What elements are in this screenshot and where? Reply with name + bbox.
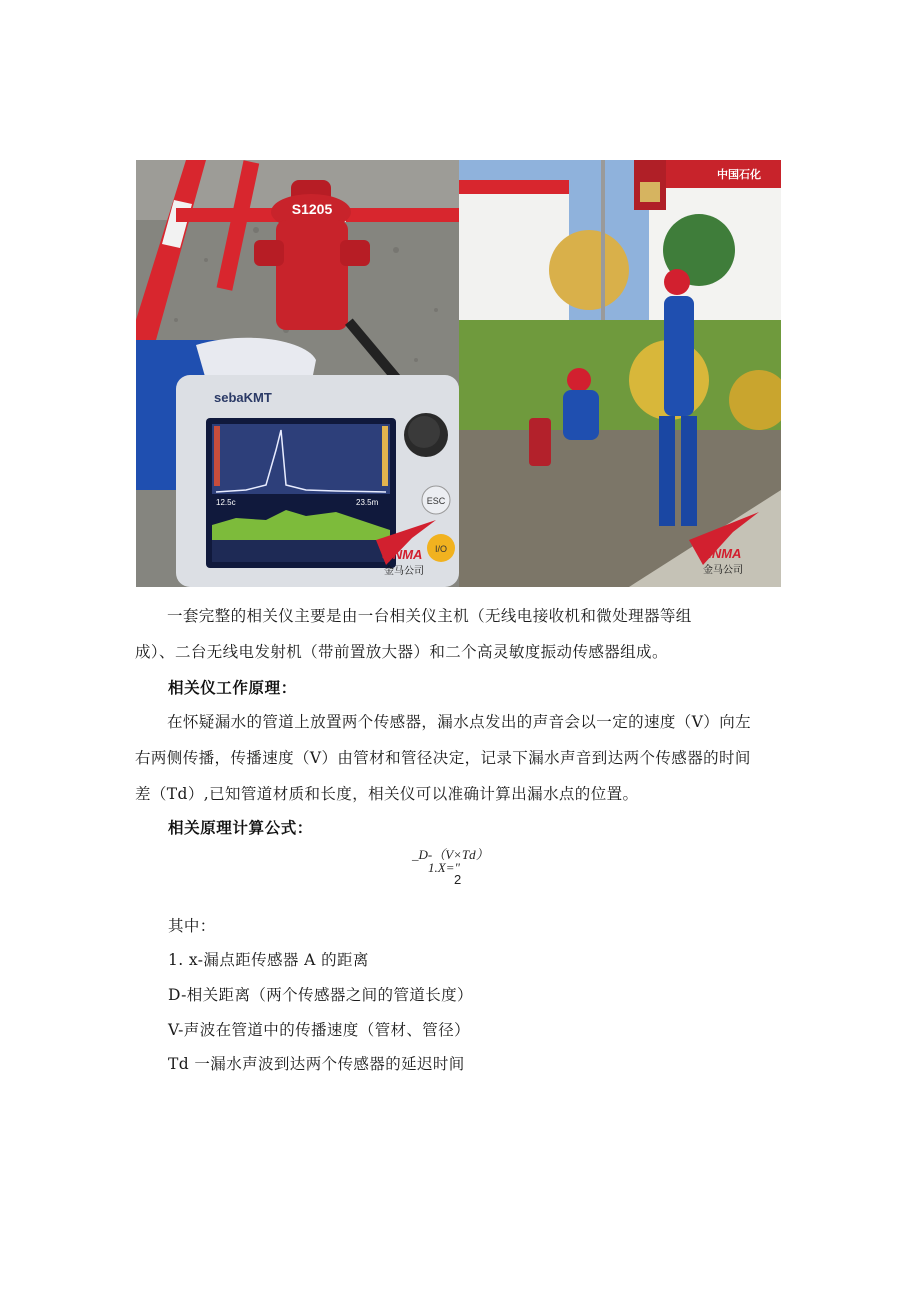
jinma-logo-caption-left: 金马公司: [384, 566, 424, 577]
definition-v: V-声波在管道中的传播速度（管材、管径）: [168, 1021, 471, 1039]
hydrant-tag: S1205: [291, 201, 333, 217]
jinma-logo-caption-right: 金马公司: [703, 565, 743, 576]
photo-collage: [136, 160, 781, 587]
where-label: 其中：: [168, 917, 216, 935]
formula-lhs: 1.X=": [428, 860, 460, 875]
jinma-logo-word-right: JINMA: [701, 546, 742, 561]
esc-key: ESC: [426, 496, 446, 506]
hydrant-device-illustration: [136, 160, 459, 587]
formula-numerator: _D-（V×Td）: [412, 847, 489, 862]
intro-paragraph: [135, 598, 785, 670]
principle-line-2: 右两侧传播，传播速度（V）由管材和管径决定，记录下漏水声音到达两个传感器的时间: [135, 749, 751, 767]
screen-left-value: 12.5c: [216, 498, 236, 507]
correlation-formula: [360, 842, 560, 892]
principle-paragraph: [135, 704, 785, 812]
heading-principle: 相关仪工作原理：: [168, 679, 297, 697]
hydrant-device-photo: [136, 160, 459, 587]
screen-right-value: 23.5m: [356, 498, 379, 507]
intro-line-1: 一套完整的相关仪主要是由一台相关仪主机（无线电接收机和微处理器等组: [167, 607, 692, 625]
device-brand: sebaKMT: [214, 390, 272, 405]
principle-line-1: 在怀疑漏水的管道上放置两个传感器，漏水点发出的声音会以一定的速度（V）向左: [167, 713, 751, 731]
definition-td: Td 一漏水声波到达两个传感器的延迟时间: [168, 1055, 465, 1073]
power-key: I/O: [434, 544, 448, 554]
definition-d: D-相关距离（两个传感器之间的管道长度）: [168, 986, 473, 1004]
intro-line-2: 成）、二台无线电发射机（带前置放大器）和二个高灵敏度振动传感器组成。: [135, 643, 668, 661]
tank-sign: 中国石化: [717, 168, 761, 181]
definition-x: 1. x-漏点距传感器 A 的距离: [168, 951, 369, 969]
jinma-logo-word-left: JINMA: [382, 547, 423, 562]
principle-line-3: 差（Td）,已知管道材质和长度，相关仪可以准确计算出漏水点的位置。: [135, 785, 639, 803]
formula-denominator: 2: [454, 872, 462, 887]
field-workers-illustration: [459, 160, 781, 587]
heading-formula: 相关原理计算公式：: [168, 819, 313, 837]
field-workers-photo: [459, 160, 781, 587]
